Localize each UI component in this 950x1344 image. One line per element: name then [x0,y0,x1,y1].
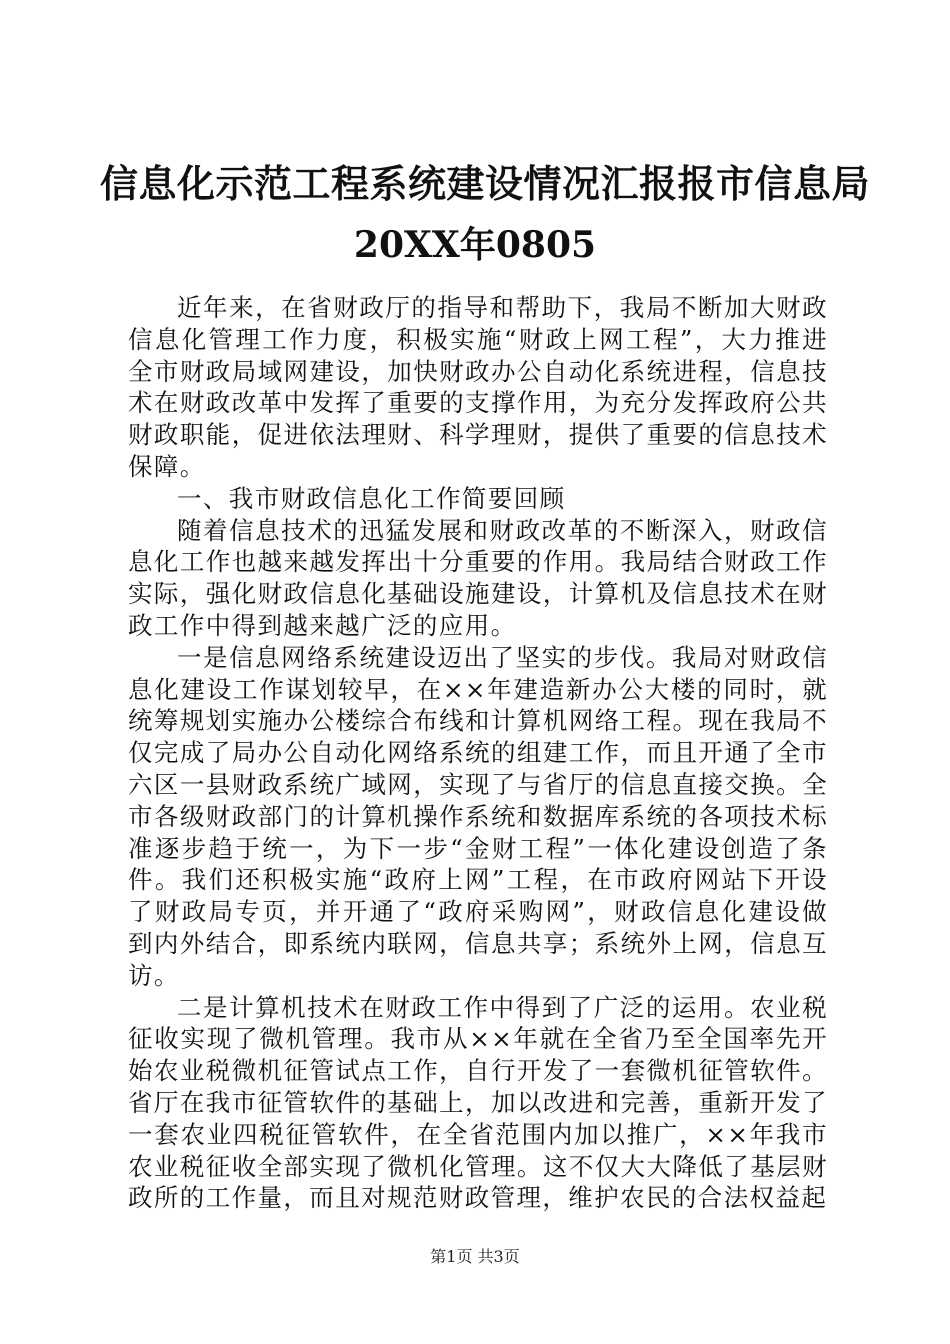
paragraph-overview: 随着信息技术的迅猛发展和财政改革的不断深入，财政信息化工作也越来越发挥出十分重要的作用。我局结合财政工作实际，强化财政信息化基础设施建设，计算机及信息技术在财政工作中得到越来越广泛的应用。 [128,515,828,640]
paragraph-network: 一是信息网络系统建设迈出了坚实的步伐。我局对财政信息化建设工作谋划较早，在××年建造新办公大楼的同时，就统筹规划实施办公楼综合布线和计算机网络工程。现在我局不仅完成了局办公自动化网络系统的组建工作，而且开通了全市六区一县财政系统广域网，实现了与省厅的信息直接交换。全市各级财政部门的计算机操作系统和数据库系统的各项技术标准逐步趋于统一，为下一步“金财工程”一体化建设创造了条件。我们还积极实施“政府上网”工程，在市政府网站下开设了财政局专页，并开通了“政府采购网”，财政信息化建设做到内外结合，即系统内联网，信息共享；系统外上网，信息互访。 [128,642,828,990]
paragraph-intro: 近年来，在省财政厅的指导和帮助下，我局不断加大财政信息化管理工作力度，积极实施“财政上网工程”，大力推进全市财政局域网建设，加快财政办公自动化系统进程，信息技术在财政改革中发挥了重要的支撑作用，为充分发挥政府公共财政职能，促进依法理财、科学理财，提供了重要的信息技术保障。 [128,293,828,481]
page-footer: 第1页 共3页 [430,1247,520,1266]
paragraph-computer-use: 二是计算机技术在财政工作中得到了广泛的运用。农业税征收实现了微机管理。我市从××年就在全省乃至全国率先开始农业税微机征管试点工作，自行开发了一套微机征管软件。省厅在我市征管软件的基础上，加以改进和完善，重新开发了一套农业四税征管软件，在全省范围内加以推广，××年我市农业税征收全部实现了微机化管理。这不仅大大降低了基层财政所的工作量，而且对规范财政管理，维护农民的合法权益起 [128,992,828,1213]
document-title-date: 20XX年0805 [353,224,597,266]
section-heading: 一、我市财政信息化工作简要回顾 [177,483,566,513]
document-body [128,292,828,1214]
document-title: 信息化示范工程系统建设情况汇报报市信息局 [100,161,871,206]
